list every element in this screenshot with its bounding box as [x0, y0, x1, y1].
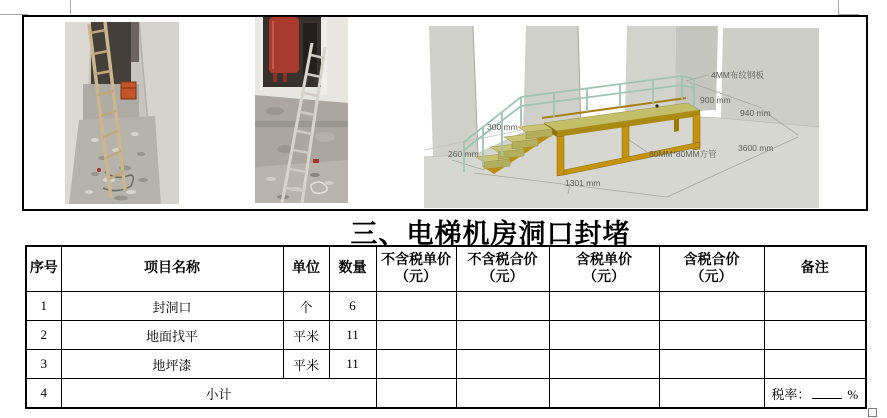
row1-seq: 1 [26, 292, 61, 321]
subtotal-label-cell: 小计 [61, 379, 376, 409]
row3-unit: 平米 [283, 350, 329, 379]
label-plate: 4MM布纹钢板 [711, 70, 764, 80]
row2-unit-price-excl-cell[interactable] [376, 321, 456, 350]
header-seq: 序号 [26, 246, 61, 292]
quotation-table [25, 245, 867, 409]
subtotal-row [26, 379, 866, 409]
row4-unit-price-incl-cell[interactable] [549, 379, 659, 409]
row3-item-name: 地坪漆 [61, 350, 283, 379]
table-row [26, 321, 866, 350]
row3-remarks-cell[interactable] [764, 350, 866, 379]
header-total-price-incl-tax: 含税合价 （元） [659, 246, 764, 292]
header-remarks: 备注 [764, 246, 866, 292]
label-260mm: 260 mm [448, 149, 479, 159]
row2-remarks-cell[interactable] [764, 321, 866, 350]
row2-unit-price-incl-cell[interactable] [549, 321, 659, 350]
tax-rate-blank[interactable] [812, 385, 842, 399]
row1-unit-price-excl-cell[interactable] [376, 292, 456, 321]
tax-rate-cell [764, 379, 866, 409]
photo-opening-red-tank-ladder[interactable] [255, 17, 348, 203]
label-900mm: 900 mm [700, 95, 731, 105]
photo-opening-wooden-ladder[interactable] [65, 22, 179, 204]
label-square-tube: 80MM*80MM方管 [649, 149, 717, 159]
header-unit: 单位 [283, 246, 329, 292]
row1-unit-price-incl-cell[interactable] [549, 292, 659, 321]
row3-unit-price-excl-cell[interactable] [376, 350, 456, 379]
row2-total-price-incl-cell[interactable] [659, 321, 764, 350]
row2-unit: 平米 [283, 321, 329, 350]
row1-unit: 个 [283, 292, 329, 321]
label-300mm: 300 mm [487, 122, 518, 132]
header-unit-price-incl-tax: 含税单价 （元） [549, 246, 659, 292]
row4-seq: 4 [26, 379, 61, 409]
table-resize-handle[interactable] [868, 408, 877, 417]
header-total-price-excl-tax: 不含税合价 （元） [456, 246, 549, 292]
row2-total-price-excl-cell[interactable] [456, 321, 549, 350]
header-item-name: 项目名称 [61, 246, 283, 292]
section-title: 三、电梯机房洞口封堵 [350, 219, 631, 249]
row3-qty: 11 [329, 350, 376, 379]
row1-item-name: 封洞口 [61, 292, 283, 321]
row4-total-price-excl-cell[interactable] [456, 379, 549, 409]
row3-seq: 3 [26, 350, 61, 379]
header-unit-price-excl-tax: 不含税单价 （元） [376, 246, 456, 292]
table-row [26, 292, 866, 321]
row1-total-price-excl-cell[interactable] [456, 292, 549, 321]
tax-rate-label: 税率： [771, 386, 811, 402]
crop-mark-top-right-v [838, 0, 839, 14]
label-1301mm: 1301 mm [565, 178, 601, 188]
row2-seq: 2 [26, 321, 61, 350]
tax-rate-suffix: % [847, 386, 859, 402]
row3-total-price-incl-cell[interactable] [659, 350, 764, 379]
table-row [26, 350, 866, 379]
figure-border-frame [22, 15, 868, 211]
row1-remarks-cell[interactable] [764, 292, 866, 321]
platform-3d-diagram[interactable] [424, 26, 819, 208]
header-qty: 数量 [329, 246, 376, 292]
row4-total-price-incl-cell[interactable] [659, 379, 764, 409]
row1-total-price-incl-cell[interactable] [659, 292, 764, 321]
row4-unit-price-excl-cell[interactable] [376, 379, 456, 409]
label-3600mm: 3600 mm [738, 143, 774, 153]
row2-item-name: 地面找平 [61, 321, 283, 350]
row2-qty: 11 [329, 321, 376, 350]
row1-qty: 6 [329, 292, 376, 321]
label-940mm: 940 mm [740, 108, 771, 118]
crop-mark-top-left-v [70, 0, 71, 14]
table-header-row [26, 246, 866, 292]
row3-total-price-excl-cell[interactable] [456, 350, 549, 379]
row3-unit-price-incl-cell[interactable] [549, 350, 659, 379]
